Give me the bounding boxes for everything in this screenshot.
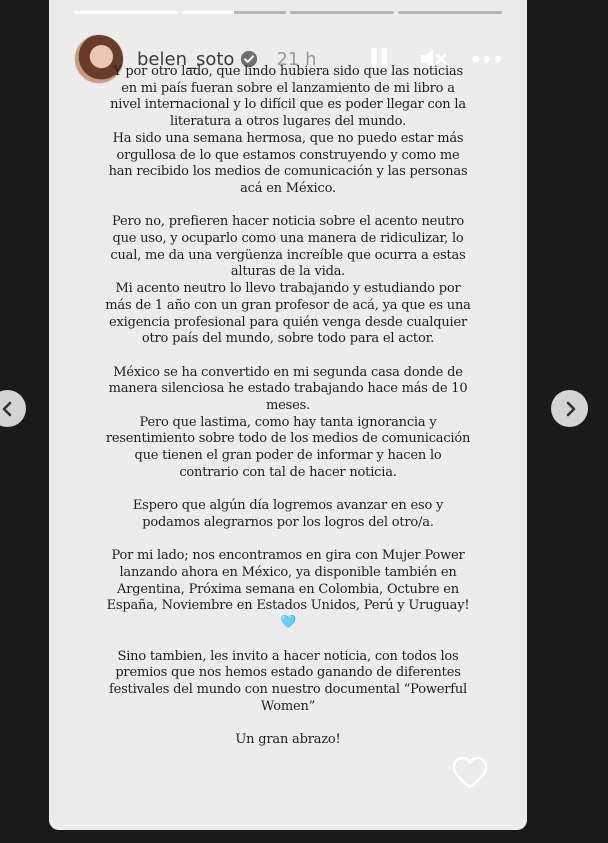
- like-button[interactable]: [451, 754, 489, 792]
- story-text: [105, 64, 471, 765]
- more-icon: [472, 54, 502, 64]
- story-paragraph: Pero que lastima, como hay tanta ignorancia y resentimiento sobre todo de los medios de comunicación que tienen el gran poder de informar y hacen lo contrario con tal de hacer noticia.: [105, 414, 471, 480]
- story-paragraph: Y por otro lado, que lindo hubiera sido que las noticias en mi país fueran sobre el lanzamiento de mi libro a nivel internacional y lo difícil que es poder llegar con la literatura a otros lugares del mundo.: [110, 64, 466, 130]
- previous-story-button[interactable]: [0, 390, 26, 427]
- story-paragraph: Espero que algún día logremos avanzar en eso y podamos alegrarnos por los logros del otro/a.: [132, 498, 444, 530]
- story-paragraph: Ha sido una semana hermosa, que no puedo estar más orgullosa de lo que estamos construyendo y como me han recibido los medios de comunicación y las personas acá en México.: [108, 130, 468, 196]
- story-paragraph: México se ha convertido en mi segunda casa donde de manera silenciosa he estado trabajando hace más de 10 meses.: [108, 364, 468, 414]
- username: belen_soto: [137, 48, 235, 70]
- progress-segment: [74, 11, 178, 14]
- story-paragraph: Pero no, prefieren hacer noticia sobre el acento neutro que uso, y ocuparlo como una manera de ridiculizar, lo cual, me da una vergüenza increíble que ocurra a estas alturas de la vida.: [110, 214, 466, 280]
- heart-icon: [451, 754, 489, 792]
- story-paragraph: Un gran abrazo!: [235, 732, 341, 748]
- next-story-button[interactable]: [551, 390, 588, 427]
- story-timestamp: 21 h: [276, 48, 317, 70]
- story-progress-bar: [74, 11, 502, 14]
- progress-segment: [182, 11, 286, 14]
- progress-segment: [290, 11, 394, 14]
- progress-segment: [398, 11, 502, 14]
- more-options-button[interactable]: [472, 46, 502, 72]
- story-paragraph: Mi acento neutro lo llevo trabajando y estudiando por más de 1 año con un gran profesor de acá, ya que es una exigencia profesional para quién venga desde cualquier otro país del mundo, sobre todo para el actor.: [105, 281, 471, 347]
- story-paragraph: Sino tambien, les invito a hacer noticia, con todos los premios que nos hemos estado ganando de diferentes festivales del mundo con nuestro documental “Powerful Women”: [108, 648, 467, 714]
- story-paragraph: Por mi lado; nos encontramos en gira con Mujer Power lanzando ahora en México, ya disponible también en Argentina, Próxima semana en Colombia, Octubre en España, Noviembre en Estados Unidos, Perú y Uruguay! 🩵: [106, 548, 470, 631]
- chevron-right-icon: [562, 401, 578, 417]
- story-viewer: [49, 0, 527, 830]
- chevron-left-icon: [0, 401, 16, 417]
